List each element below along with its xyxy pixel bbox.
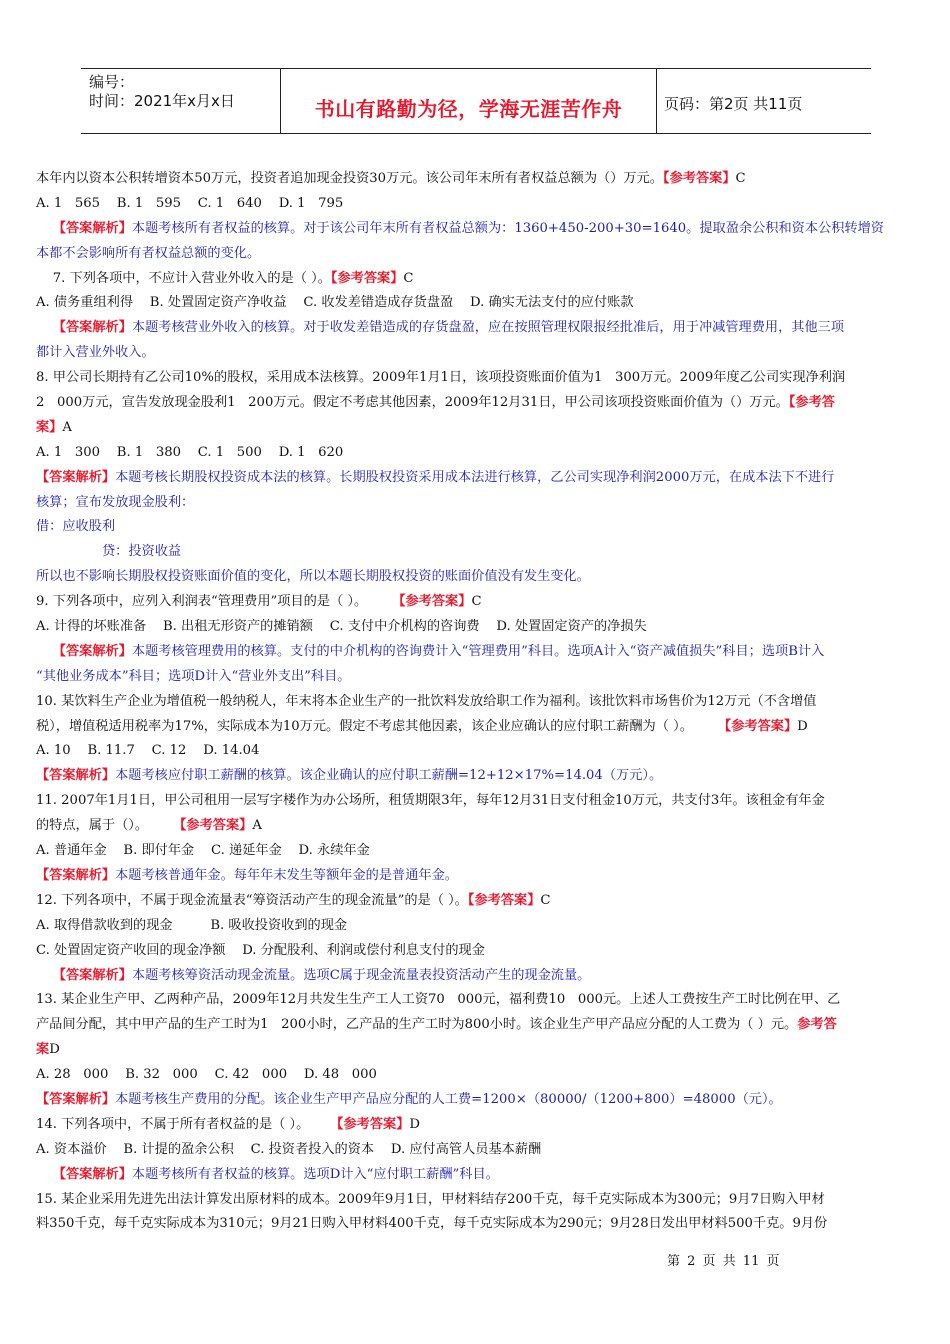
text-line: [36, 1188, 914, 1213]
question-text: C. 处置固定资产收回的现金净额 D. 分配股利、利润或偿付利息支付的现金: [36, 942, 485, 958]
question-text: 14. 下列各项中，不属于所有者权益的是（ ）。: [36, 1116, 331, 1132]
answer-label: 【答案解析】: [36, 1091, 116, 1107]
answer-label: 【答案解析】: [52, 643, 132, 659]
question-text: 2 000万元，宣告发放现金股利1 200万元。假定不考虑其他因素，2009年12月31日，甲公司该项投资账面价值为（）万元。: [36, 395, 789, 411]
text-line: [36, 864, 914, 889]
answer-label: 【答案解析】: [36, 469, 116, 485]
explanation-text: 都计入营业外收入。: [36, 345, 155, 361]
header-page-info: 页码：第2页 共11页: [664, 95, 803, 113]
text-line: [36, 739, 914, 764]
explanation-text: 本题考核长期股权投资成本法的核算。长期股权投资采用成本法进行核算，乙公司实现净利润2000万元，在成本法下不进行: [115, 469, 835, 485]
question-text: A. 1 565 B. 1 595 C. 1 640 D. 1 795: [36, 195, 344, 211]
text-line: [36, 217, 914, 242]
text-line: [36, 441, 914, 466]
header-motto-cell: [281, 69, 657, 133]
explanation-text: 本题考核生产费用的分配。该企业生产甲产品应分配的人工费=1200×（80000/（1200+800）=48000（元）。: [115, 1091, 782, 1107]
answer-label: 【答案解析】: [36, 768, 116, 784]
text-line: [36, 814, 914, 839]
answer-label: 【参考答案】: [330, 270, 404, 286]
answer-label: 【参考答案】: [467, 892, 541, 908]
question-text: 税），增值税适用税率为17%，实际成本为10万元。假定不考虑其他因素，该企业应确认的应付职工薪酬为（ ）。: [36, 718, 719, 734]
text-line: [36, 366, 914, 391]
text-line: [36, 291, 914, 316]
text-line: [36, 1212, 914, 1237]
question-text: C: [735, 171, 746, 186]
question-text: C: [471, 594, 482, 610]
answer-label: 案: [36, 1042, 50, 1058]
answer-label: 【答案解析】: [52, 320, 132, 336]
text-line: [36, 565, 914, 590]
text-line: [36, 1138, 914, 1163]
text-line: [36, 1063, 914, 1088]
question-text: D: [797, 718, 808, 734]
text-line: [36, 665, 914, 690]
text-line: [36, 988, 914, 1013]
text-line: [36, 914, 914, 939]
answer-label: 【参考答案】: [718, 718, 798, 734]
explanation-text: 本题考核普通年金。每年年末发生等额年金的是普通年金。: [115, 867, 458, 883]
answer-label: 【答案解析】: [36, 867, 116, 883]
answer-label: 【参考答案】: [663, 171, 736, 186]
text-line: [36, 690, 914, 715]
answer-label: 【参考答案】: [173, 818, 253, 834]
question-text: 13. 某企业生产甲、乙两种产品，2009年12月共发生生产工人工资70 000元，福利费10 000元。上述人工费按生产工时比例在甲、乙: [36, 992, 841, 1008]
question-text: 8. 甲公司长期持有乙公司10%的股权，采用成本法核算。2009年1月1日，该项投资账面价值为1 300万元。2009年度乙公司实现净利润: [36, 370, 846, 386]
text-line: [36, 1113, 914, 1138]
header-page-cell: [656, 69, 871, 133]
question-text: A. 10 B. 11.7 C. 12 D. 14.04: [36, 743, 260, 759]
explanation-text: 本题考核所有者权益的核算。选项D计入“应付职工薪酬”科目。: [131, 1166, 499, 1182]
question-text: A. 计得的坏账准备 B. 出租无形资产的摊销额 C. 支付中介机构的咨询费 D. 处置固定资产的净损失: [36, 619, 647, 635]
document-number-label: 编号：: [89, 73, 135, 91]
explanation-text: 本题考核管理费用的核算。支付的中介机构的咨询费计入“管理费用”科目。选项A计入“资产减值损失”科目；选项B计入: [131, 643, 825, 659]
question-text: A. 债务重组利得 B. 处置固定资产净收益 C. 收发差错造成存货盘盈 D. 确实无法支付的应付账款: [36, 295, 634, 311]
header-meta: [81, 69, 281, 133]
text-line: [36, 590, 914, 615]
question-text: 本年内以资本公积转增资本50万元，投资者追加现金投资30万元。该公司年末所有者权益总额为（）万元。: [36, 171, 663, 186]
text-line: [36, 764, 914, 789]
question-text: A. 资本溢价 B. 计提的盈余公积 C. 投资者投入的资本 D. 应付高管人员基本薪酬: [36, 1141, 542, 1157]
text-line: [36, 167, 914, 192]
question-text: A. 1 300 B. 1 380 C. 1 500 D. 1 620: [36, 444, 344, 460]
question-text: A. 普通年金 B. 即付年金 C. 递延年金 D. 永续年金: [36, 843, 370, 859]
text-line: [36, 192, 914, 217]
answer-label: 【参考答案】: [330, 1116, 410, 1132]
text-line: [36, 1088, 914, 1113]
question-text: A: [62, 419, 72, 435]
question-text: D: [409, 1116, 420, 1132]
text-line: [36, 615, 914, 640]
answer-label: 【参考答案】: [392, 594, 472, 610]
answer-label: 【参考答: [788, 395, 835, 411]
question-text: 的特点，属于（）。: [36, 818, 174, 834]
explanation-text: 借：应收股利: [36, 519, 116, 535]
question-text: D: [49, 1042, 60, 1058]
question-text: 12. 下列各项中，不属于现金流量表“筹资活动产生的现金流量”的是（ ）。: [36, 892, 468, 908]
explanation-text: 本题考核应付职工薪酬的核算。该企业确认的应付职工薪酬=12+12×17%=14.04（万元）。: [115, 768, 663, 784]
explanation-text: “其他业务成本”科目；选项D计入“营业外支出”科目。: [36, 668, 351, 684]
text-line: [36, 416, 914, 441]
question-text: 10. 某饮料生产企业为增值税一般纳税人，年末将本企业生产的一批饮料发放给职工作为福利。该批饮料市场售价为12万元（不含增值: [36, 693, 817, 709]
text-line: [36, 939, 914, 964]
document-date-label: 时间：2021年x月x日: [89, 92, 235, 110]
text-line: [36, 242, 914, 267]
answer-label: 【答案解析】: [52, 967, 132, 983]
text-line: [36, 1163, 914, 1188]
text-line: [36, 1013, 914, 1038]
text-line: [36, 1038, 914, 1063]
explanation-text: 本题考核营业外收入的核算。对于收发差错造成的存货盘盈，应在按照管理权限报经批准后，用于冲减管理费用，其他三项: [131, 320, 845, 336]
text-line: [36, 839, 914, 864]
explanation-text: 贷：投资收益: [102, 544, 182, 560]
text-line: [36, 316, 914, 341]
text-line: [36, 267, 914, 292]
question-text: 15. 某企业采用先进先出法计算发出原材料的成本。2009年9月1日，甲材料结存200千克，每千克实际成本为300元；9月7日购入甲材: [36, 1191, 825, 1207]
text-line: [36, 491, 914, 516]
question-text: 7. 下列各项中，不应计入营业外收入的是（ ）。: [52, 270, 331, 286]
header-motto: 书山有路勤为径，学海无涯苦作舟: [314, 97, 623, 121]
answer-label: 案】: [36, 419, 63, 435]
document-body: [36, 167, 914, 1237]
answer-label: 【答案解析】: [52, 220, 132, 236]
explanation-text: 本题考核所有者权益的核算。对于该公司年末所有者权益总额为：1360+450-200+30=1640。提取盈余公积和资本公积转增资: [131, 220, 884, 236]
text-line: [36, 341, 914, 366]
explanation-text: 核算；宣布发放现金股利：: [36, 494, 195, 510]
text-line: [36, 540, 914, 565]
question-text: C: [403, 270, 414, 286]
answer-label: 参考答: [797, 1017, 837, 1033]
answer-label: 【答案解析】: [52, 1166, 132, 1182]
question-text: C: [540, 892, 551, 908]
question-text: 料350千克，每千克实际成本为310元；9月21日购入甲材料400千克，每千克实际成本为290元；9月28日发出甲材料500千克。9月份: [36, 1216, 828, 1232]
question-text: 11. 2007年1月1日，甲公司租用一层写字楼作为办公场所，租赁期限3年，每年12月31日支付租金10万元，共支付3年。该租金有年金: [36, 793, 825, 809]
text-line: [36, 515, 914, 540]
page-header: [81, 68, 871, 134]
explanation-text: 本题考核筹资活动现金流量。选项C属于现金流量表投资活动产生的现金流量。: [131, 967, 591, 983]
question-text: 9. 下列各项中，应列入利润表“管理费用”项目的是（ ）。: [36, 594, 393, 610]
text-line: [36, 391, 914, 416]
question-text: A: [252, 818, 262, 834]
text-line: [36, 466, 914, 491]
text-line: [36, 715, 914, 740]
explanation-text: 本都不会影响所有者权益总额的变化。: [36, 245, 261, 261]
text-line: [36, 889, 914, 914]
text-line: [36, 789, 914, 814]
explanation-text: 所以也不影响长期股权投资账面价值的变化，所以本题长期股权投资的账面价值没有发生变化。: [36, 569, 590, 585]
question-text: A. 取得借款收到的现金 B. 吸收投资收到的现金: [36, 917, 348, 933]
question-text: A. 28 000 B. 32 000 C. 42 000 D. 48 000: [36, 1067, 377, 1083]
page-footer: 第 2 页 共 11 页: [667, 1254, 780, 1269]
text-line: [36, 964, 914, 989]
question-text: 产品间分配，其中甲产品的生产工时为1 200小时，乙产品的生产工时为800小时。该企业生产甲产品应分配的人工费为（ ）元。: [36, 1017, 798, 1033]
text-line: [36, 640, 914, 665]
